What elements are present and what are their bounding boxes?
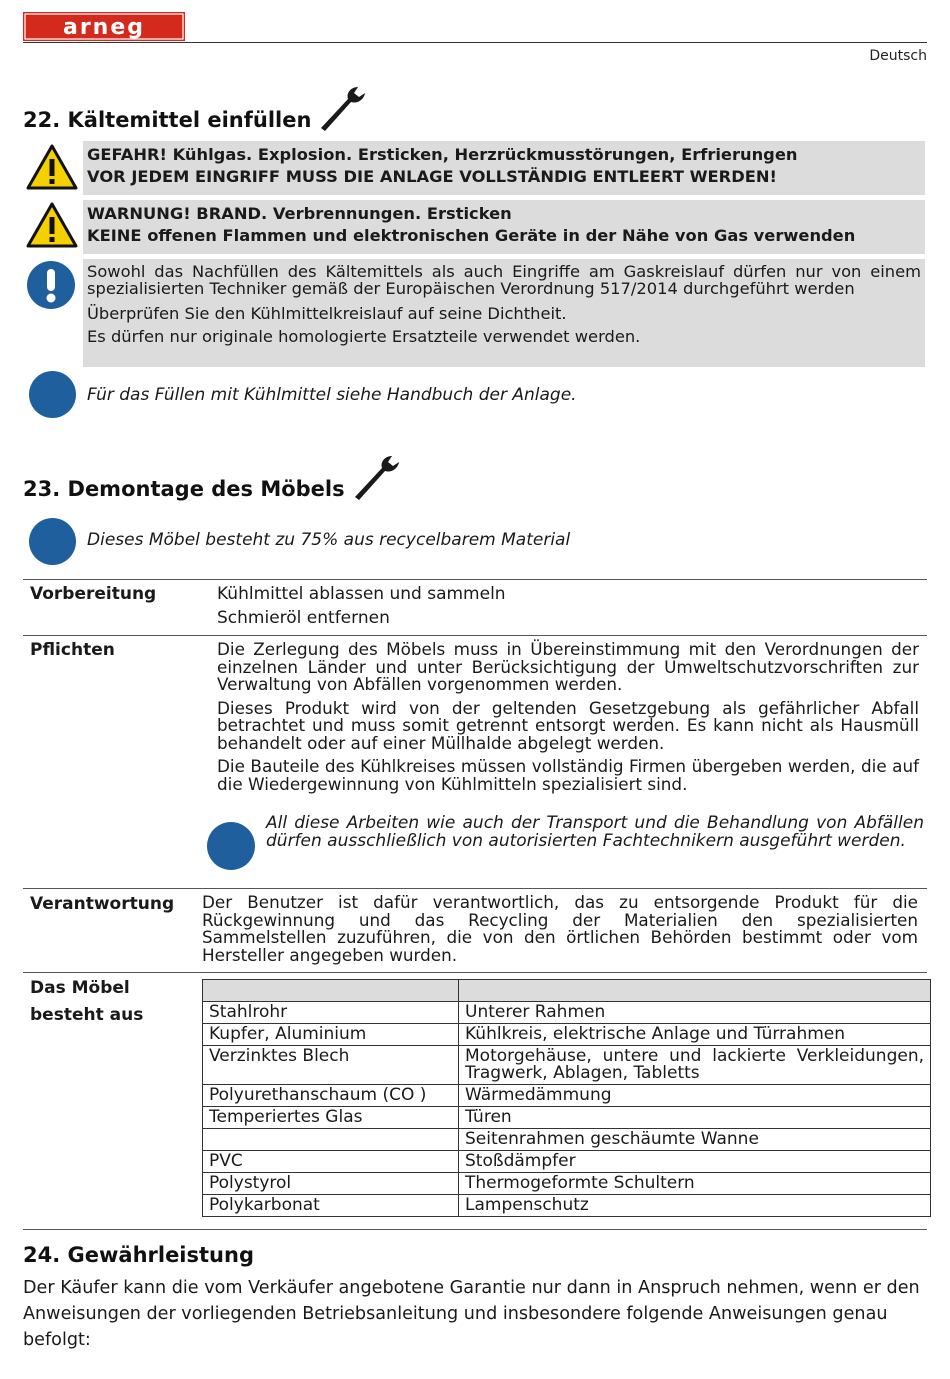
section-23-heading <box>23 453 403 501</box>
table-row <box>203 1173 931 1195</box>
info-circle-icon <box>207 822 255 870</box>
danger-line-2: VOR JEDEM EINGRIFF MUSS DIE ANLAGE VOLLSTÄNDIG ENTLEERT WERDEN! <box>87 167 777 186</box>
table-header-row <box>203 980 931 1002</box>
info-circle-icon <box>29 518 76 565</box>
warning-line-1: WARNUNG! BRAND. Verbrennungen. Ersticken <box>87 204 512 223</box>
divider <box>23 635 927 636</box>
logo-text: arneg <box>62 15 146 40</box>
section-22-heading <box>23 84 369 132</box>
pflichten-note: All diese Arbeiten wie auch der Transport und die Behandlung von Abfällen dürfen ausschließlich von autorisierten Fachtechnikern ausgeführt werden. <box>266 813 924 851</box>
table-row <box>203 1085 931 1107</box>
pflichten-label: Pflichten <box>30 640 115 660</box>
table-row <box>203 1107 931 1129</box>
vorbereitung-line-1: Kühlmittel ablassen und sammeln <box>217 584 506 604</box>
part-cell: Kühlkreis, elektrische Anlage und Türrahmen <box>459 1024 931 1046</box>
material-cell: Polyurethanschaum (CO ) <box>203 1085 459 1107</box>
moebel-label <box>30 975 143 1029</box>
part-cell: Motorgehäuse, untere und lackierte Verkleidungen, Tragwerk, Ablagen, Tabletts <box>459 1046 931 1085</box>
wrench-icon <box>351 453 403 501</box>
mandatory-para-2: Überprüfen Sie den Kühlmittelkreislauf auf seine Dichtheit. <box>87 304 567 323</box>
moebel-label-line-1: Das Möbel <box>30 978 130 998</box>
material-cell: PVC <box>203 1151 459 1173</box>
material-cell: Verzinktes Blech <box>203 1046 459 1085</box>
danger-triangle-icon <box>26 143 78 191</box>
vorbereitung-text <box>217 582 506 630</box>
header-rule <box>23 42 927 43</box>
part-cell: Stoßdämpfer <box>459 1151 931 1173</box>
part-cell: Thermogeformte Schultern <box>459 1173 931 1195</box>
material-cell: Polykarbonat <box>203 1195 459 1217</box>
arneg-logo <box>23 12 185 41</box>
pflichten-para-1: Die Zerlegung des Möbels muss in Übereinstimmung mit den Verordnungen der einzelnen Länder und unter Berücksichtigung der Umweltschutzvorschriften zur Verwaltung von Abfällen vorgenommen werden. <box>217 639 919 694</box>
danger-line-1: GEFAHR! Kühlgas. Explosion. Ersticken, Herzrückmusstörungen, Erfrierungen <box>87 145 798 164</box>
table-row <box>203 1195 931 1217</box>
part-cell: Türen <box>459 1107 931 1129</box>
material-cell: Polystyrol <box>203 1173 459 1195</box>
warning-box <box>83 200 925 254</box>
verantwortung-label: Verantwortung <box>30 894 175 914</box>
pflichten-para-2: Dieses Produkt wird von der geltenden Gesetzgebung als gefährlicher Abfall betrachtet und muss somit getrennt entsorgt werden. Es kann nicht als Hausmüll behandelt oder auf einer Müllhalde abgelegt werden. <box>217 697 919 753</box>
section-24-text: Der Käufer kann die vom Verkäufer angebotene Garantie nur dann in Anspruch nehmen, wenn er den Anweisungen der vorliegenden Betriebsanleitung und insbesondere folgende Anweisungen genau befolgt: <box>23 1278 920 1350</box>
warning-triangle-icon <box>26 201 78 249</box>
table-row <box>203 1046 931 1085</box>
language-label: Deutsch <box>869 48 927 64</box>
divider <box>23 888 927 889</box>
part-cell: Lampenschutz <box>459 1195 931 1217</box>
info-circle-icon <box>29 371 76 418</box>
table-row <box>203 1129 931 1151</box>
wrench-icon <box>317 84 369 132</box>
table-row <box>203 1024 931 1046</box>
vorbereitung-label: Vorbereitung <box>30 584 157 604</box>
materials-table <box>202 979 931 1217</box>
mandatory-para-3: Es dürfen nur originale homologierte Ersatzteile verwendet werden. <box>87 327 641 346</box>
moebel-label-line-2: besteht aus <box>30 1005 144 1025</box>
pflichten-text <box>217 641 919 793</box>
section-24-heading: 24. Gewährleistung <box>23 1243 254 1267</box>
part-cell: Seitenrahmen geschäumte Wanne <box>459 1129 931 1151</box>
mandatory-box <box>83 259 925 367</box>
material-cell: Kupfer, Aluminium <box>203 1024 459 1046</box>
vorbereitung-line-2: Schmieröl entfernen <box>217 608 390 628</box>
warning-line-2: KEINE offenen Flammen und elektronischen Geräte in der Nähe von Gas verwenden <box>87 226 856 245</box>
part-cell: Wärmedämmung <box>459 1085 931 1107</box>
table-row <box>203 1002 931 1024</box>
divider <box>23 1229 927 1230</box>
section-23-title: 23. Demontage des Möbels <box>23 477 345 501</box>
material-cell <box>203 1129 459 1151</box>
material-cell: Temperiertes Glas <box>203 1107 459 1129</box>
danger-box <box>83 141 925 195</box>
mandatory-para-1: Sowohl das Nachfüllen des Kältemittels als auch Eingriffe am Gaskreislauf dürfen nur von einem spezialisierten Techniker gemäß der Europäischen Verordnung 517/2014 durchgeführt werden <box>87 262 921 298</box>
section-22-title: 22. Kältemittel einfüllen <box>23 108 312 132</box>
divider <box>23 579 927 580</box>
verantwortung-text: Der Benutzer ist dafür verantwortlich, das zu entsorgende Produkt für die Rückgewinnung und das Recycling der Materialien den spezialisierten Sammelstellen zuzuführen, die von den örtlichen Behörden bestimmt oder vom Hersteller angegeben wurden. <box>202 892 918 965</box>
part-cell: Unterer Rahmen <box>459 1002 931 1024</box>
table-row <box>203 1151 931 1173</box>
material-cell: Stahlrohr <box>203 1002 459 1024</box>
section-22-info-text: Für das Füllen mit Kühlmittel siehe Handbuch der Anlage. <box>87 385 577 405</box>
section-23-info-text: Dieses Möbel besteht zu 75% aus recycelbarem Material <box>87 530 571 550</box>
pflichten-para-3: Die Bauteile des Kühlkreises müssen vollständig Firmen übergeben werden, die auf die Wiedergewinnung von Kühlmitteln spezialisiert sind. <box>217 756 919 794</box>
exclamation-circle-icon <box>26 260 76 310</box>
divider <box>23 972 927 973</box>
